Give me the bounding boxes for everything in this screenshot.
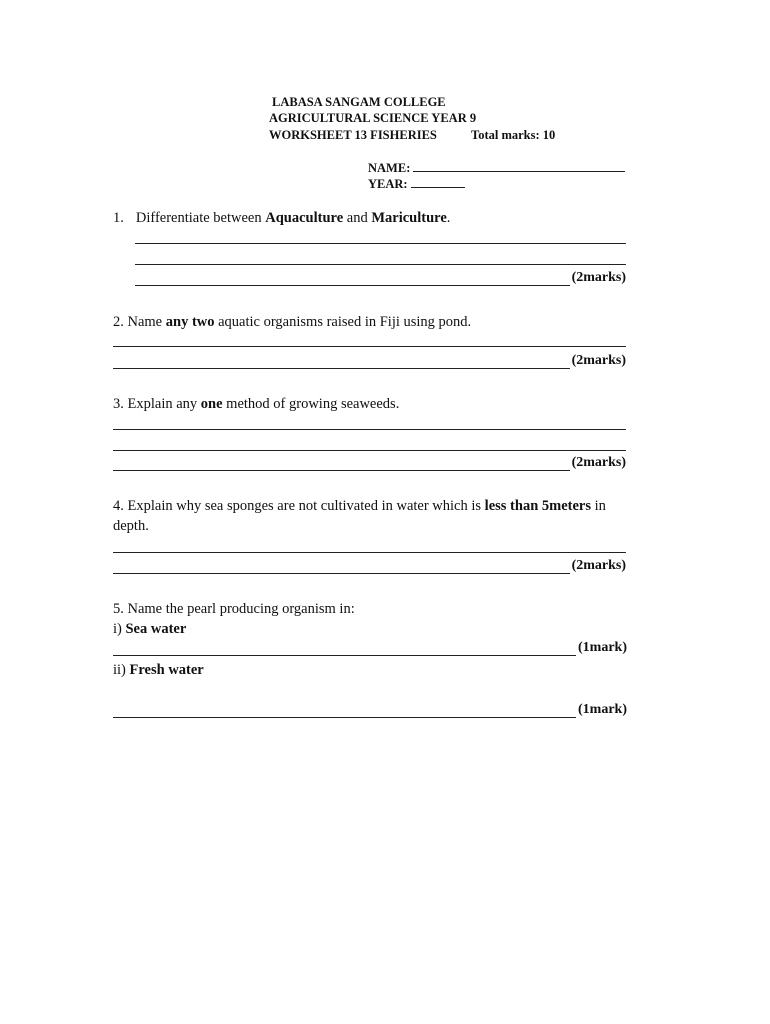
question-4-marks: (2marks) (571, 558, 626, 573)
answer-line[interactable] (113, 450, 626, 451)
question-5-part-ii (113, 660, 204, 680)
question-2-text-post: aquatic organisms raised in Fiji using pond. (214, 314, 472, 330)
question-4 (113, 496, 606, 516)
school-name: LABASA SANGAM COLLEGE (272, 95, 446, 109)
question-5-part-ii-marks: (1mark) (578, 702, 627, 717)
question-3-marks: (2marks) (571, 455, 626, 470)
question-5-part-i-label: i) (113, 621, 126, 637)
answer-line-with-marks[interactable] (113, 455, 626, 471)
question-4-line-2: depth. (113, 518, 149, 534)
question-2-emphasis: any two (165, 314, 215, 330)
worksheet-title: WORKSHEET 13 FISHERIES (269, 128, 437, 142)
answer-line[interactable] (135, 264, 626, 265)
answer-line[interactable] (113, 552, 626, 553)
question-1-number: 1. (113, 210, 124, 226)
answer-line-with-marks[interactable] (113, 558, 626, 574)
answer-line[interactable] (113, 705, 576, 718)
year-field[interactable] (368, 177, 465, 192)
answer-line[interactable] (113, 561, 570, 574)
question-2-text-pre: 2. Name (113, 314, 166, 330)
question-5: 5. Name the pearl producing organism in: (113, 601, 355, 617)
question-5-part-ii-label: ii) (113, 662, 130, 678)
answer-line[interactable] (135, 273, 570, 286)
question-1-term-mariculture: Mariculture (371, 210, 447, 226)
question-2-marks: (2marks) (571, 353, 626, 368)
answer-line-with-marks[interactable] (113, 353, 626, 369)
total-marks: Total marks: 10 (471, 128, 556, 142)
question-3-text-pre: 3. Explain any (113, 396, 201, 412)
question-1-text-post: . (446, 210, 451, 226)
question-5-part-i (113, 619, 186, 639)
answer-line-with-marks[interactable] (135, 270, 626, 286)
name-field[interactable] (368, 161, 625, 176)
question-3 (113, 394, 399, 414)
answer-line-with-marks[interactable] (113, 702, 627, 718)
question-4-emphasis: less than 5meters (484, 498, 591, 514)
answer-line[interactable] (113, 346, 626, 347)
answer-line[interactable] (113, 458, 570, 471)
answer-line-with-marks[interactable] (113, 640, 627, 656)
question-3-emphasis: one (200, 396, 223, 412)
question-1-text-mid: and (343, 210, 372, 226)
question-1-text-pre: Differentiate between (135, 210, 266, 226)
question-1-marks: (2marks) (571, 270, 626, 285)
question-4-text-pre: 4. Explain why sea sponges are not cultivated in water which is (113, 498, 485, 514)
question-1-term-aquaculture: Aquaculture (265, 210, 344, 226)
answer-line[interactable] (113, 429, 626, 430)
year-label: YEAR: (368, 177, 408, 191)
question-4-text-post: in (591, 498, 606, 514)
question-5-part-i-marks: (1mark) (578, 640, 627, 655)
name-label: NAME: (368, 161, 411, 175)
answer-line[interactable] (135, 243, 626, 244)
question-3-text-post: method of growing seaweeds. (222, 396, 400, 412)
answer-line[interactable] (113, 643, 576, 656)
question-5-fresh-water: Fresh water (129, 662, 204, 678)
question-5-sea-water: Sea water (125, 621, 187, 637)
answer-line[interactable] (113, 356, 570, 369)
year-blank[interactable] (411, 177, 465, 188)
subject-title: AGRICULTURAL SCIENCE YEAR 9 (269, 111, 477, 125)
question-1 (113, 208, 450, 228)
question-2 (113, 312, 471, 332)
name-blank[interactable] (413, 161, 625, 172)
